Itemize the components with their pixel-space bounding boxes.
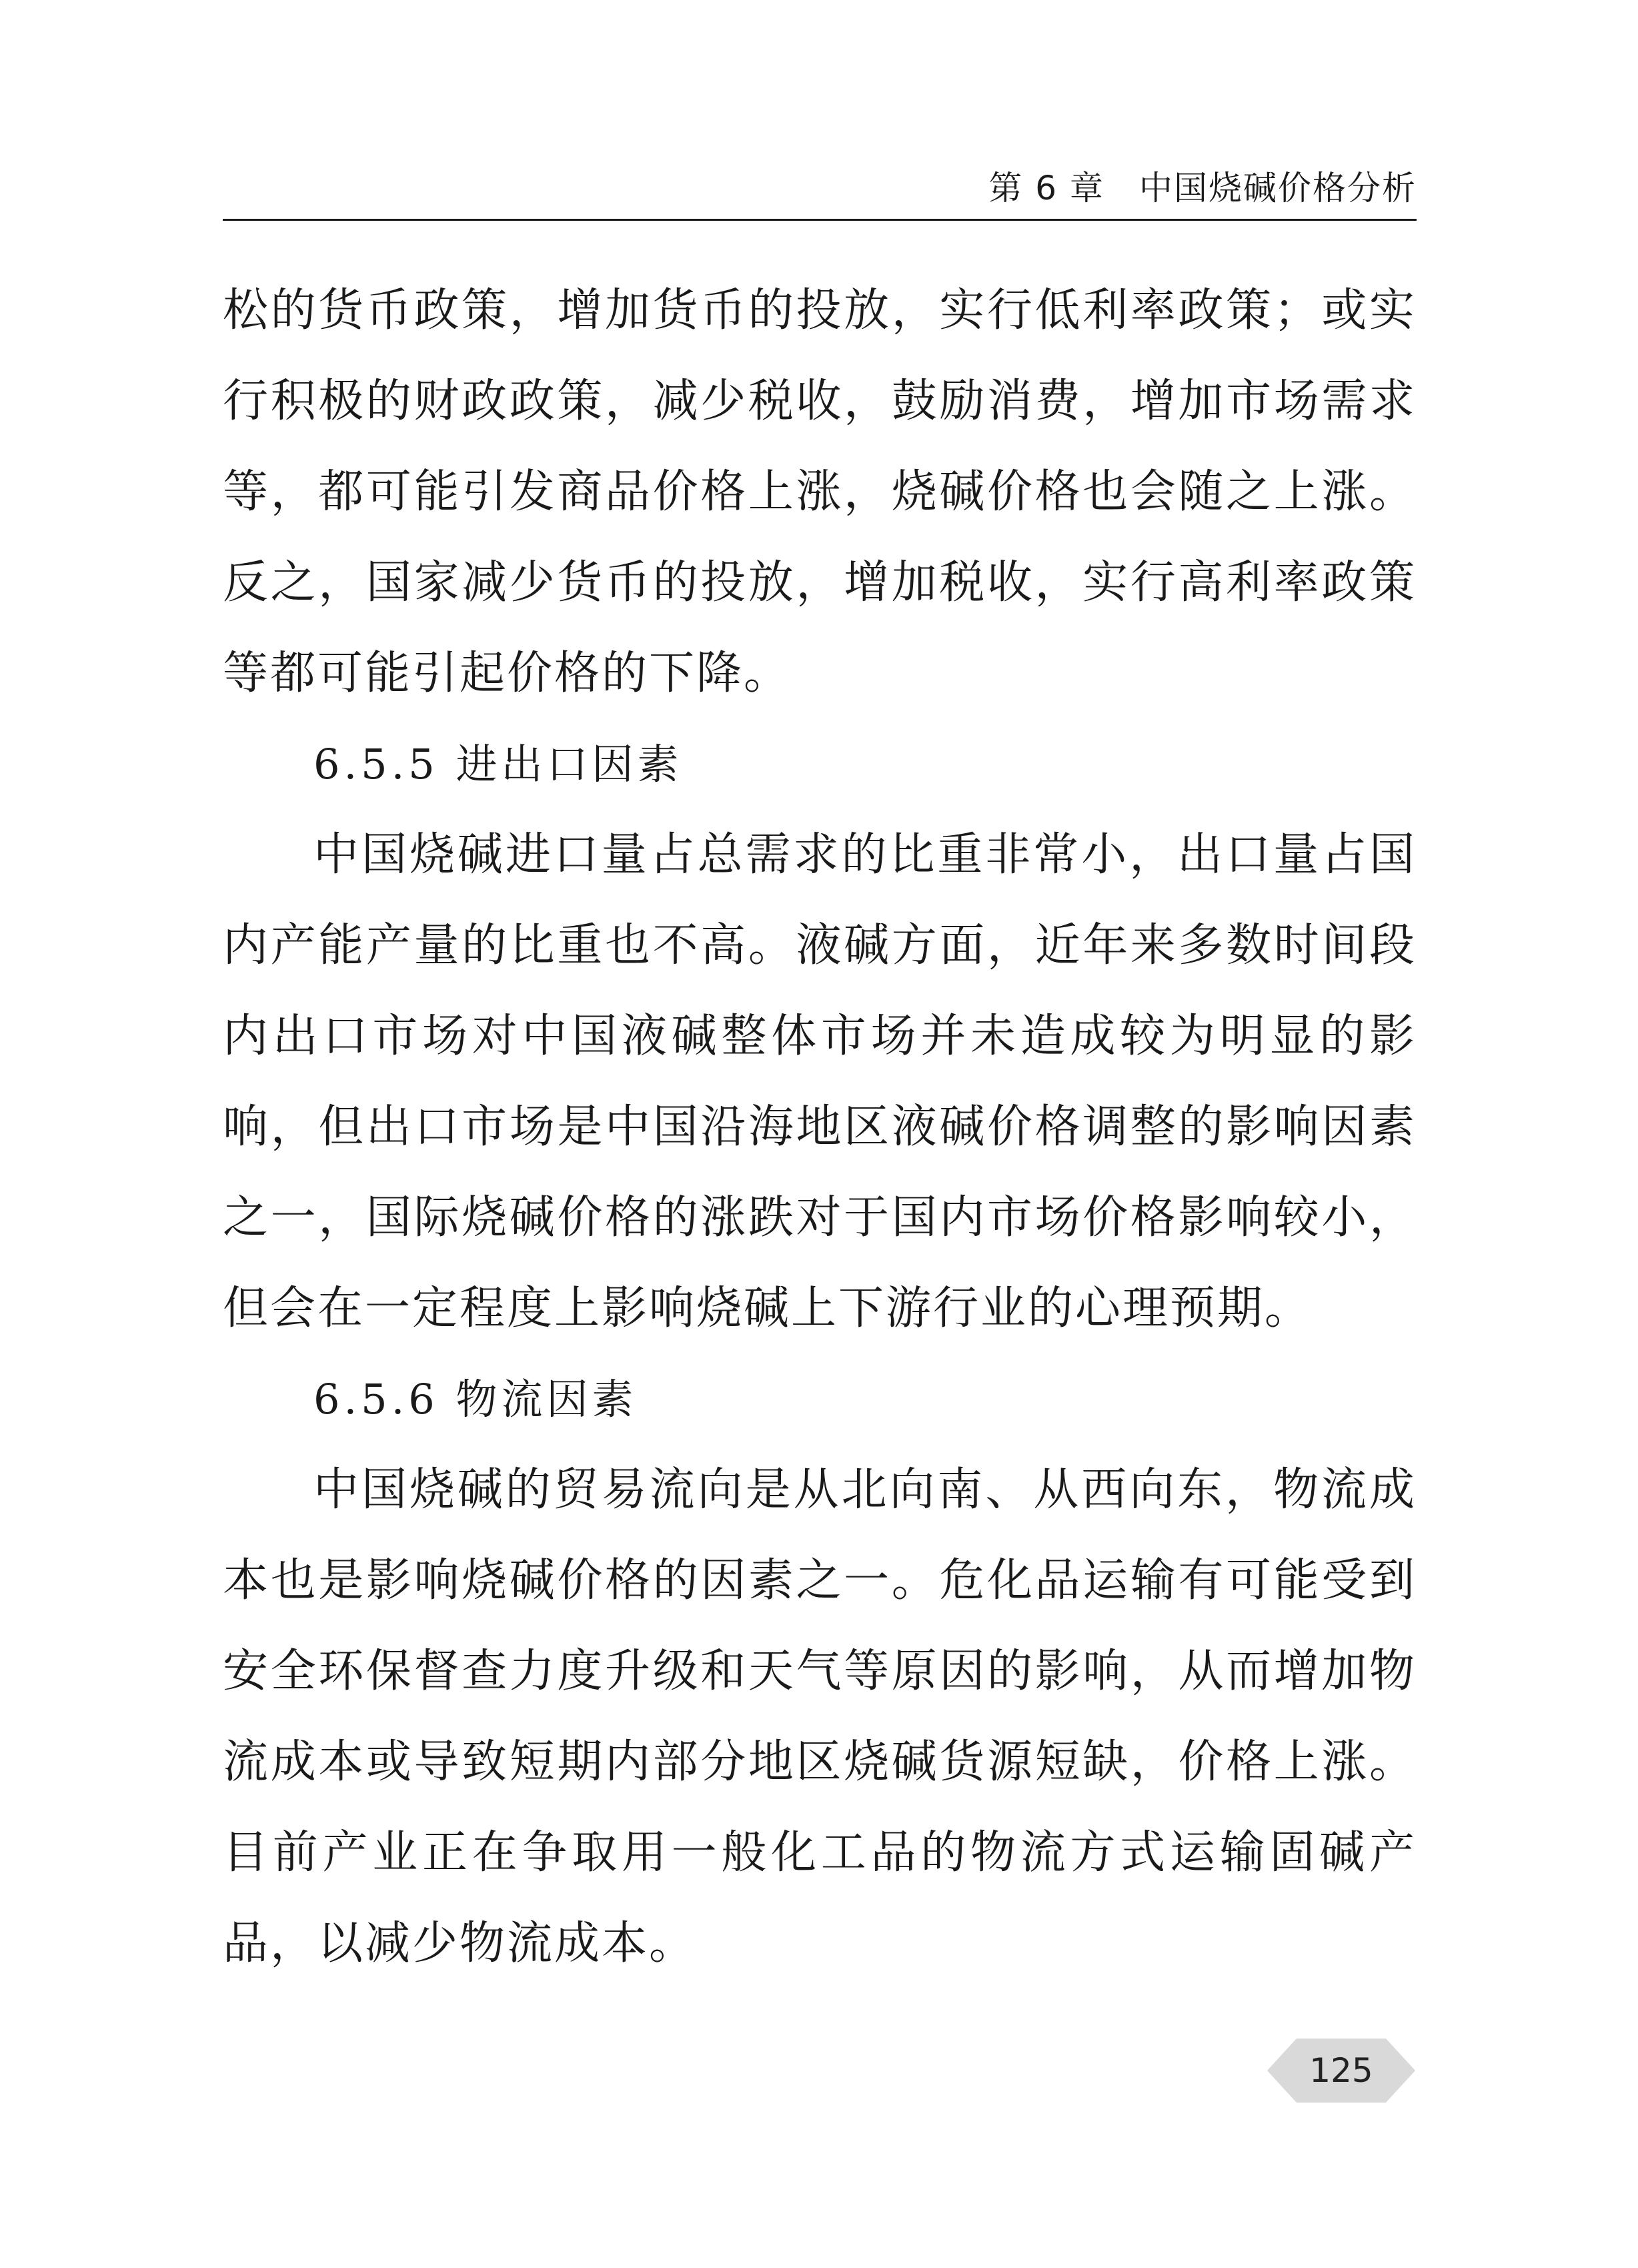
page-number: 125 [1309, 2051, 1373, 2090]
page-number-badge [1267, 2035, 1415, 2107]
running-header [223, 165, 1417, 221]
section-heading-import-export: 6.5.5 进出口因素 [313, 740, 683, 788]
chapter-title: 第 6 章 中国烧碱价格分析 [988, 169, 1417, 207]
body-text [223, 265, 1417, 1989]
section-heading-logistics: 6.5.6 物流因素 [313, 1375, 638, 1424]
paragraph-logistics: 中国烧碱的贸易流向是从北向南、从西向东，物流成本也是影响烧碱价格的因素之一。危化品运输有可能受到安全环保督查力度升级和天气等原因的影响，从而增加物流成本或导致短期内部分地区烧碱货源短缺，价格上涨。目前产业正在争取用一般化工品的物流方式运输固碱产品，以减少物流成本。 [223, 1464, 1417, 1970]
paragraph-import-export: 中国烧碱进口量占总需求的比重非常小，出口量占国内产能产量的比重也不高。液碱方面，近年来多数时间段内出口市场对中国液碱整体市场并未造成较为明显的影响，但出口市场是中国沿海地区液碱价格调整的影响因素之一，国际烧碱价格的涨跌对于国内市场价格影响较小，但会在一定程度上影响烧碱上下游行业的心理预期。 [223, 828, 1417, 1335]
paragraph-monetary-policy: 松的货币政策，增加货币的投放，实行低利率政策；或实行积极的财政政策，减少税收，鼓励消费，增加市场需求等，都可能引发商品价格上涨，烧碱价格也会随之上涨。反之，国家减少货币的投放，增加税收，实行高利率政策等都可能引起价格的下降。 [223, 284, 1417, 700]
